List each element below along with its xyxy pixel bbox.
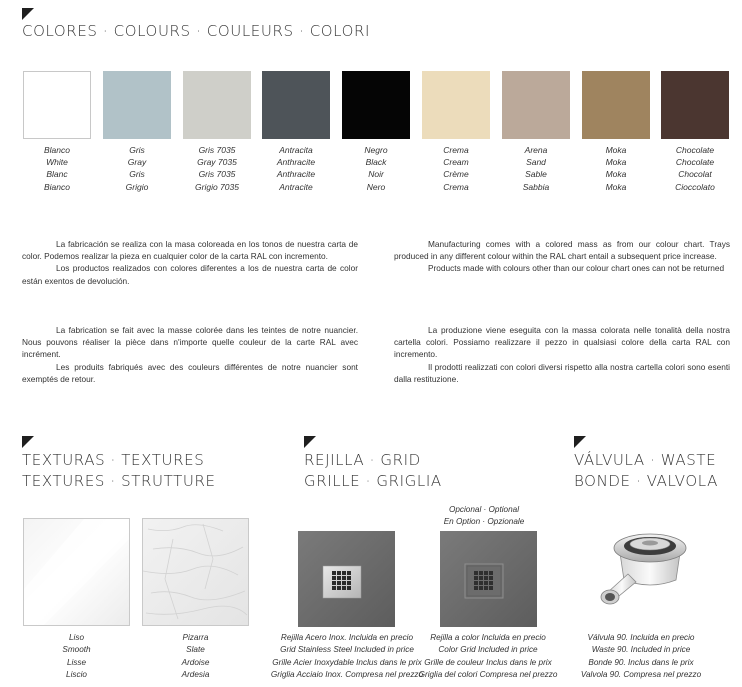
texture-smooth-image xyxy=(23,518,130,626)
color-swatch xyxy=(502,71,570,139)
text-en-p1: Manufacturing comes with a colored mass as from our colour chart. Trays produced in any different colour within the RAL chart entail a subsequent price increase. xyxy=(394,239,730,262)
color-name: Chocolate xyxy=(675,145,715,155)
text-es-p2: Los productos realizados con colores diferentes a los de nuestra carta de color están exentos de devolución. xyxy=(22,263,358,286)
texture-smooth-caption xyxy=(23,632,130,681)
color-swatch-names xyxy=(576,144,656,193)
color-name: Chocolat xyxy=(678,169,712,180)
caption-line: Liscio xyxy=(66,669,87,679)
caption-line: En Option · Opzionale xyxy=(443,517,525,527)
color-name: White xyxy=(46,157,68,168)
corner-marker xyxy=(574,436,586,448)
text-it-p2: Il prodotti realizzati con colori diversi rispetto alla nostra cartella colori sono esenti dalla restituzione. xyxy=(394,361,730,384)
text-fr-p2: Les produits fabriqués avec des couleurs différentes de notre nuancier sont exemptés de retour. xyxy=(22,361,358,384)
grid-heading-line1: REJILLA · GRID xyxy=(304,451,421,469)
caption-line: Rejilla a color Incluida en precio xyxy=(430,633,546,642)
caption-line: Color Grid Included in price xyxy=(438,645,538,655)
color-name: Gris xyxy=(129,169,145,180)
color-name: Antracita xyxy=(279,145,313,155)
caption-line: Waste 90. Included in price xyxy=(591,645,691,655)
color-swatch xyxy=(422,71,490,139)
caption-line: Grid Stainless Steel Included in price xyxy=(280,645,414,655)
grid-optional-label xyxy=(430,504,538,529)
color-name: Black xyxy=(365,157,387,168)
text-fr xyxy=(22,324,358,385)
color-name: Sable xyxy=(525,169,547,180)
caption-line: Válvula 90. Incluida en precio xyxy=(587,633,695,642)
caption-line: Bonde 90. Inclus dans le prix xyxy=(588,657,694,667)
text-fr-p1: La fabrication se fait avec la masse colorée dans les teintes de notre nuancier. Nous pouvons réaliser la pièce dans n'importe quelle couleur de la carte RAL avec incrément. xyxy=(22,325,358,360)
text-es-p1: La fabricación se realiza con la masa coloreada en los tonos de nuestra carta de color. Podemos realizar la pieza en cualquier color de la carta RAL con incremento. xyxy=(22,239,358,262)
color-name: Chocolate xyxy=(675,157,715,168)
color-name: Moka xyxy=(605,145,627,155)
color-name: Moka xyxy=(605,157,627,168)
text-it xyxy=(394,324,730,385)
color-name: Gray xyxy=(127,157,147,168)
color-name: Sabbia xyxy=(522,181,550,192)
caption-line: Opcional · Optional xyxy=(448,505,520,514)
caption-line: Pizarra xyxy=(182,633,209,642)
caption-line: Grille de couleur Inclus dans le prix xyxy=(424,657,552,667)
stainless-grid-image xyxy=(298,531,395,627)
color-name: Crema xyxy=(443,181,469,192)
color-swatch-names xyxy=(416,144,496,193)
color-swatch xyxy=(23,71,91,139)
caption-line: Griglia Acciaio Inox. Compresa nel prezzo xyxy=(270,669,424,679)
color-swatch-names xyxy=(97,144,177,193)
color-swatch-names xyxy=(655,144,735,193)
text-it-p1: La produzione viene eseguita con la massa colorata nelle tonalità della nostra cartella colori. Possiamo realizzare il pezzo in qualsiasi colore della carta RAL con incremento. xyxy=(394,325,730,360)
textures-heading-line2: TEXTURES · STRUTTURE xyxy=(22,472,216,490)
corner-marker xyxy=(22,436,34,448)
grid-heading-line2: GRILLE · GRIGLIA xyxy=(304,472,442,490)
color-name: Moka xyxy=(605,169,627,180)
stainless-grid-caption xyxy=(262,632,432,681)
caption-line: Ardesia xyxy=(181,669,210,679)
corner-marker xyxy=(304,436,316,448)
color-name: Grigio 7035 xyxy=(195,181,239,192)
color-name: Bianco xyxy=(44,181,70,192)
caption-line: Grille Acier Inoxydable Inclus dans le prix xyxy=(272,657,422,667)
corner-marker xyxy=(22,8,34,20)
waste-caption xyxy=(566,632,716,681)
color-name: Cioccolato xyxy=(675,181,715,192)
color-swatch xyxy=(103,71,171,139)
text-es xyxy=(22,238,358,287)
color-grid-image xyxy=(440,531,537,627)
waste-valve-image xyxy=(590,518,700,618)
color-swatch-names xyxy=(177,144,257,193)
color-name: Anthracite xyxy=(276,157,316,168)
caption-line: Griglia del colori Compresa nel prezzo xyxy=(418,669,558,679)
color-swatch xyxy=(342,71,410,139)
color-name: Crème xyxy=(443,169,469,180)
color-swatch-names xyxy=(496,144,576,193)
color-name: Cream xyxy=(443,157,469,168)
texture-slate-caption xyxy=(142,632,249,681)
caption-line: Smooth xyxy=(62,645,91,655)
caption-line: Lisse xyxy=(66,657,87,667)
color-name: Gris 7035 xyxy=(198,169,236,180)
color-grid-caption xyxy=(408,632,568,681)
caption-line: Valvola 90. Compresa nel prezzo xyxy=(580,669,702,679)
color-swatch xyxy=(262,71,330,139)
color-name: Arena xyxy=(524,145,548,155)
color-name: Sand xyxy=(526,157,546,168)
color-swatch xyxy=(183,71,251,139)
color-name: Anthracite xyxy=(276,169,316,180)
color-name: Antracite xyxy=(279,181,313,192)
color-name: Blanc xyxy=(46,169,68,180)
colors-heading: COLORES · COLOURS · COULEURS · COLORI xyxy=(22,22,371,40)
caption-line: Rejilla Acero Inox. Incluida en precio xyxy=(280,633,414,642)
caption-line: Slate xyxy=(186,645,205,655)
color-name: Blanco xyxy=(44,145,70,155)
caption-line: Ardoise xyxy=(181,657,210,667)
text-en xyxy=(394,238,730,275)
color-name: Gray 7035 xyxy=(197,157,237,168)
textures-heading-line1: TEXTURAS · TEXTURES xyxy=(22,451,205,469)
color-name: Moka xyxy=(605,181,627,192)
waste-heading-line2: BONDE · VALVOLA xyxy=(574,472,718,490)
color-name: Noir xyxy=(368,169,384,180)
waste-heading-line1: VÁLVULA · WASTE xyxy=(574,451,717,469)
caption-line: Liso xyxy=(68,633,85,642)
color-name: Nero xyxy=(366,181,386,192)
color-name: Negro xyxy=(364,145,388,155)
color-name: Crema xyxy=(443,145,469,155)
color-swatch-names xyxy=(17,144,97,193)
color-name: Gris 7035 xyxy=(198,145,236,155)
color-name: Gris xyxy=(129,145,145,155)
color-name: Grigio xyxy=(125,181,149,192)
color-swatch-names xyxy=(256,144,336,193)
color-swatch xyxy=(582,71,650,139)
text-en-p2: Products made with colours other than our colour chart ones can not be returned xyxy=(428,263,725,274)
texture-slate-image xyxy=(142,518,249,626)
color-swatch-names xyxy=(336,144,416,193)
color-swatch xyxy=(661,71,729,139)
